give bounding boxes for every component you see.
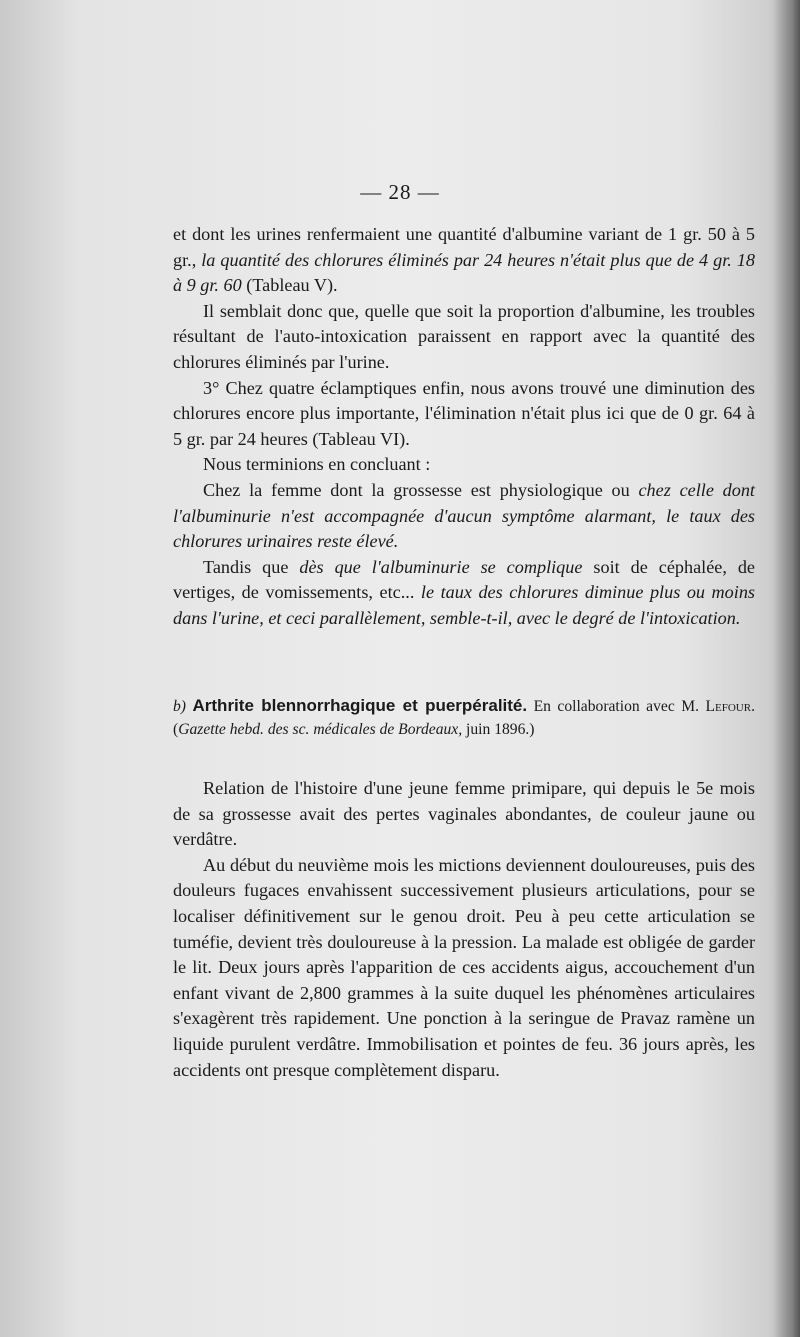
paragraph-1-tail: (Tableau V). (246, 275, 338, 296)
section-b-journal: Gazette hebd. des sc. médicales de Bordeaux, (178, 721, 463, 738)
paragraph-1-lead: et dont les urines renfermaient une quantité d'albumine variant de 1 gr. 50 à 5 gr., (173, 224, 755, 270)
body-text-lower (173, 776, 755, 1083)
section-b-citation-open: . ( (173, 698, 755, 738)
section-b-heading (173, 694, 755, 741)
paragraph-6-italic-2: le taux des chlorures diminue plus ou moins dans l'urine, et ceci parallèlement, semble-t-il, avec le degré de l'intoxication. (173, 582, 756, 628)
paragraph-6 (173, 555, 755, 632)
section-b-marker: b) (173, 698, 186, 715)
section-b-date: juin 1896.) (466, 721, 535, 738)
paragraph-1 (173, 222, 755, 299)
paragraph-6-mid: soit de céphalée, de vertiges, de vomissements, etc... (173, 556, 756, 603)
paragraph-3: 3° Chez quatre éclamptiques enfin, nous avons trouvé une diminution des chlorures encore plus importante, l'élimination n'était plus ici que de 0 gr. 64 à 5 gr. par 24 heures (Tableau VI). (173, 377, 755, 449)
paragraph-2: Il semblait donc que, quelle que soit la proportion d'albumine, les troubles résultant de l'auto-intoxication paraissent en rapport avec la quantité des chlorures éliminés par l'urine. (173, 300, 755, 372)
section-b-title: Arthrite blennorrhagique et puerpéralité. (192, 696, 528, 715)
paragraph-6-lead: Tandis que (203, 556, 289, 577)
paragraph-1-italic: la quantité des chlorures éliminés par 24 heures n'était plus que de 4 gr. 18 à 9 gr. 60 (173, 249, 756, 296)
section-b-collab: En collaboration avec M. (533, 698, 699, 715)
paragraph-5 (173, 478, 755, 555)
page-number: — 28 — (360, 180, 440, 204)
paragraph-5-italic: chez celle dont l'albuminurie n'est accompagnée d'aucun symptôme alarmant, le taux des chlorures urinaires reste élevé. (173, 479, 755, 552)
paragraph-6-italic-1: dès que l'albuminurie se complique (299, 556, 583, 577)
paragraph-7: Relation de l'histoire d'une jeune femme primipare, qui depuis le 5e mois de sa grossesse avait des pertes vaginales abondantes, de couleur jaune ou verdâtre. (173, 778, 755, 850)
paragraph-5-lead: Chez la femme dont la grossesse est physiologique ou (203, 479, 630, 500)
paragraph-4: Nous terminions en concluant : (203, 454, 431, 475)
paragraph-8: Au début du neuvième mois les mictions deviennent douloureuses, puis des douleurs fugaces envahissent successivement plusieurs articulations, pour se localiser définitivement sur le genou droit. Peu à peu cette articulation se tuméfie, devient très douloureuse à la pression. La malade est obligée de garder le lit. Deux jours après l'apparition de ces accidents aigus, accouchement d'un enfant vivant de 2,800 grammes à la suite duquel les phénomènes articulaires s'exagèrent très rapidement. Une ponction à la seringue de Pravaz ramène un liquide purulent verdâtre. Immobilisation et pointes de feu. 36 jours après, les accidents ont presque complètement disparu. (173, 854, 755, 1080)
body-text-upper (173, 222, 755, 632)
section-b-author: Lefour (705, 698, 752, 715)
